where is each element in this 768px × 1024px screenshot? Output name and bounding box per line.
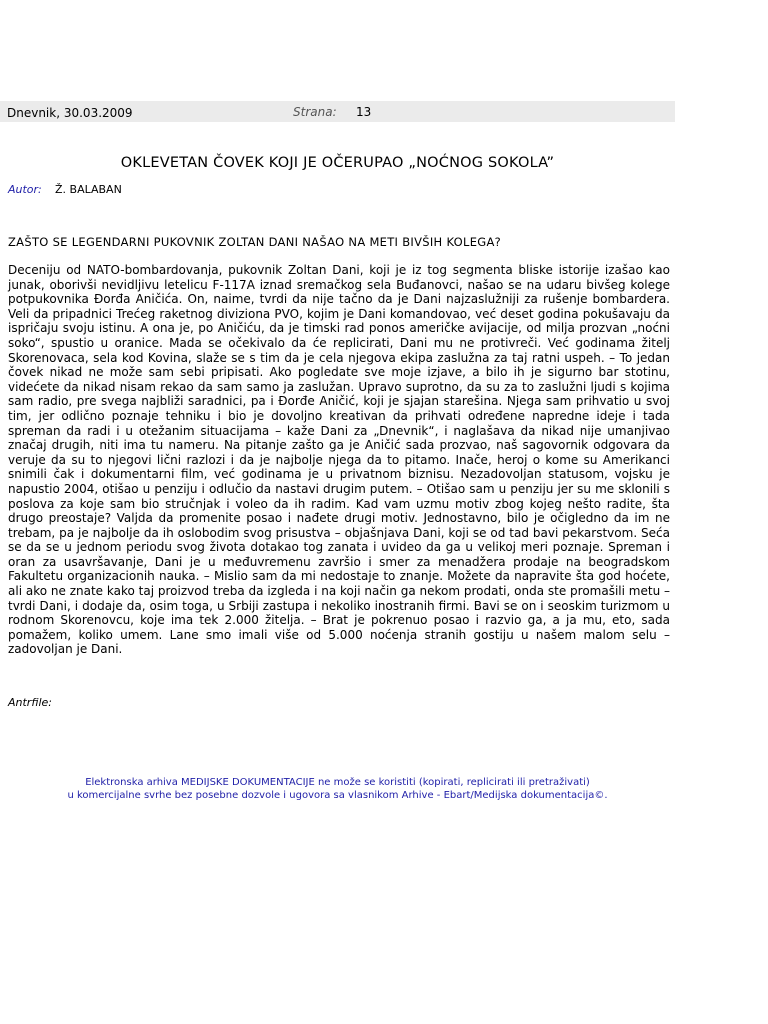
article-title: OKLEVETAN ČOVEK KOJI JE OČERUPAO „NOĆNOG SOKOLA” bbox=[120, 155, 555, 171]
document-header bbox=[0, 101, 675, 122]
article-subtitle: ZAŠTO SE LEGENDARNI PUKOVNIK ZOLTAN DANI NAŠAO NA METI BIVŠIH KOLEGA? bbox=[8, 235, 502, 249]
page-label: Strana: bbox=[293, 105, 337, 119]
antrfile-label: Antrfile: bbox=[8, 696, 52, 709]
author-label: Autor: bbox=[8, 183, 42, 196]
author-row bbox=[8, 183, 122, 196]
publication-source: Dnevnik, 30.03.2009 bbox=[7, 106, 133, 120]
page-number: 13 bbox=[356, 105, 372, 119]
article-body: Deceniju od NATO-bombardovanja, pukovnik Zoltan Dani, koji je iz tog segmenta bliske istorije izašao kao junak, oborivši nevidljivu letelicu F-117A iznad sremačkog sela Buđanovci, našao se na udaru bivšeg kolege potpukovnika Đorđa Aničića. On, naime, tvrdi da nije tačno da je Dani najzaslužniji za rušenje bombardera. Veli da pripadnici Trećeg raketnog diviziona PVO, kojim je Dani komandovao, već deset godina pokušavaju da ispričaju svoju istinu. A ona je, po Aničiću, da je timski rad ponos američke avijacije, od milja prozvan „noćni soko“, spustio u oranice. Mada se očekivalo da će replicirati, Dani mu ne protivreči. Već godinama žitelj Skorenovaca, sela kod Kovina, slaže se s tim da je cela njegova ekipa zaslužna za taj ratni uspeh. – To jedan čovek nikad ne može sam sebi pripisati. Ako pogledate sve moje izjave, a bilo ih je sigurno bar stotinu, videćete da nikad nisam rekao da sam samo ja zaslužan. Upravo suprotno, da su za to zaslužni ljudi s kojima sam radio, pre svega najbliži saradnici, pa i Đorđe Aničić, koji je sjajan starešina. Njega sam prihvatio u svoj tim, jer odlično poznaje tehniku i bio je dovoljno kreativan da prihvati određene napredne ideje i tada spreman da radi i u otežanim situacijama – kaže Dani za „Dnevnik“, i naglašava da nikad nije umanjivao značaj drugih, niti ima tu nameru. Na pitanje zašto ga je Aničić sada prozvao, naš sagovornik odgovara da veruje da su to njegovi lični razlozi i da je najbolje njega da to pitamo. Inače, heroj o kome su Amerikanci snimili čak i dokumentarni film, već godinama je u privatnom biznisu. Nezadovoljan statusom, vojsku je napustio 2004, otišao u penziju i odlučio da nastavi drugim putem. – Otišao sam u penziju jer su me sklonili s poslova za koje sam bio stručnjak i voleo da ih radim. Kad vam uzmu motiv zbog kojeg nešto radite, šta drugo preostaje? Valjda da promenite posao i nađete drugi motiv. Jednostavno, bilo je očigledno da im ne trebam, pa je najbolje da ih oslobodim svog prisustva – objašnjava Dani, koji se od tad bavi pekarstvom. Seća se da se u jednom periodu svog života dotakao tog zanata i uvideo da ga u velikoj meri poznaje. Spreman i oran za usavršavanje, Dani je u međuvremenu završio i smer za menadžera prodaje na beogradskom Fakultetu organizacionih nauka. – Mislio sam da mi nedostaje to znanje. Možete da napravite šta god hoćete, ali ako ne znate kako taj proizvod treba da izgleda i na koji način ga nekom prodati, onda ste promašili metu – tvrdi Dani, i dodaje da, osim toga, u Srbiji zastupa i nekoliko inostranih firmi. Bavi se on i seoskim turizmom u rodnom Skorenovcu, koje ima tek 2.000 žitelja. – Brat je pokrenuo posao i razvio ga, a ja mu, eto, sada pomažem, koliko umem. Lane smo imali više od 5.000 noćenja stranih gostiju u našem malom selu – zadovoljan je Dani. bbox=[8, 263, 670, 657]
author-name: Ž. BALABAN bbox=[55, 183, 122, 196]
disclaimer-line-2: u komercijalne svrhe bez posebne dozvole i ugovora sa vlasnikom Arhive - Ebart/Medijska dokumentacija©. bbox=[67, 790, 608, 801]
disclaimer-line-1: Elektronska arhiva MEDIJSKE DOKUMENTACIJE ne može se koristiti (kopirati, replicirati ili pretraživati) bbox=[85, 777, 590, 788]
archive-disclaimer bbox=[0, 776, 675, 802]
